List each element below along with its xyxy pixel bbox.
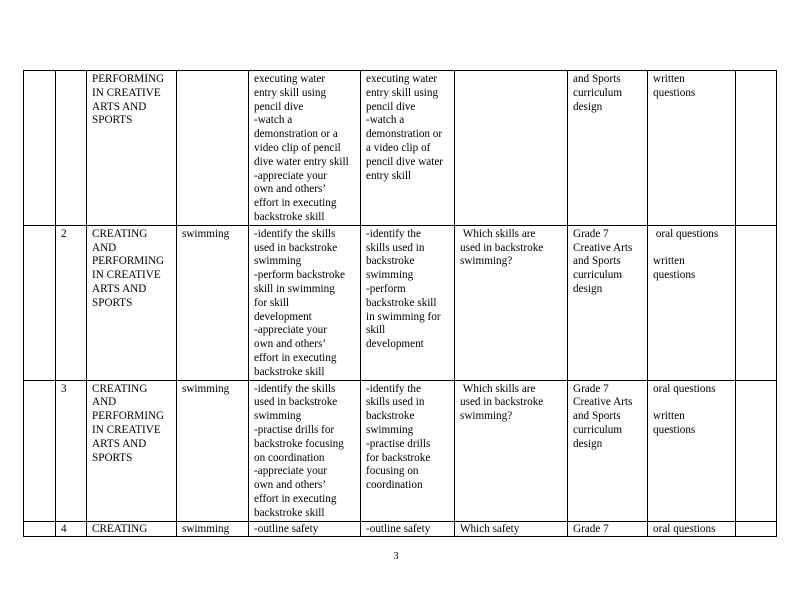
lesson-cell: 4 — [56, 521, 87, 537]
sub-strand-cell: swimming — [177, 521, 249, 537]
assessment-cell: oral questions written questions — [648, 380, 736, 521]
strand-cell: CREATING AND PERFORMING IN CREATIVE ARTS AND SPORTS — [87, 380, 177, 521]
inquiry-question-cell: Which skills are used in backstroke swimming? — [455, 380, 568, 521]
table-row — [24, 380, 777, 521]
sub-strand-cell — [177, 71, 249, 226]
lesson-cell — [56, 71, 87, 226]
table-row — [24, 225, 777, 380]
learning-outcomes-cell: -identify the skills used in backstroke swimming -practise drills for backstroke focusing on coordination -appreciate your own and others’ effort in executing backstroke skill — [249, 380, 361, 521]
remarks-cell — [736, 225, 777, 380]
lesson-cell: 3 — [56, 380, 87, 521]
remarks-cell — [736, 71, 777, 226]
learning-experiences-cell: -identify the skills used in backstroke swimming -practise drills for backstroke focusing on coordination — [361, 380, 455, 521]
learning-outcomes-cell: -identify the skills used in backstroke swimming -perform backstroke skill in swimming for skill development -appreciate your own and others’ effort in executing backstroke skill — [249, 225, 361, 380]
remarks-cell — [736, 521, 777, 537]
week-cell — [24, 521, 56, 537]
strand-cell: CREATING AND PERFORMING IN CREATIVE ARTS AND SPORTS — [87, 225, 177, 380]
week-cell — [24, 71, 56, 226]
assessment-cell: oral questions written questions — [648, 225, 736, 380]
table-row — [24, 71, 777, 226]
strand-cell: CREATING — [87, 521, 177, 537]
resources-cell: and Sports curriculum design — [568, 71, 648, 226]
learning-experiences-cell: executing water entry skill using pencil dive -watch a demonstration or a video clip of pencil dive water entry skill — [361, 71, 455, 226]
inquiry-question-cell: Which skills are used in backstroke swimming? — [455, 225, 568, 380]
page-number: 3 — [393, 551, 399, 562]
learning-experiences-cell: -outline safety — [361, 521, 455, 537]
strand-cell: PERFORMING IN CREATIVE ARTS AND SPORTS — [87, 71, 177, 226]
scheme-of-work-table — [23, 70, 777, 537]
resources-cell: Grade 7 — [568, 521, 648, 537]
resources-cell: Grade 7 Creative Arts and Sports curriculum design — [568, 225, 648, 380]
lesson-cell: 2 — [56, 225, 87, 380]
assessment-cell: written questions — [648, 71, 736, 226]
table-row — [24, 521, 777, 537]
week-cell — [24, 380, 56, 521]
remarks-cell — [736, 380, 777, 521]
learning-experiences-cell: -identify the skills used in backstroke swimming -perform backstroke skill in swimming for skill development — [361, 225, 455, 380]
learning-outcomes-cell: -outline safety — [249, 521, 361, 537]
inquiry-question-cell: Which safety — [455, 521, 568, 537]
resources-cell: Grade 7 Creative Arts and Sports curriculum design — [568, 380, 648, 521]
sub-strand-cell: swimming — [177, 380, 249, 521]
sub-strand-cell: swimming — [177, 225, 249, 380]
learning-outcomes-cell: executing water entry skill using pencil dive -watch a demonstration or a video clip of pencil dive water entry skill -appreciate your own and others’ effort in executing backstroke skill — [249, 71, 361, 226]
inquiry-question-cell — [455, 71, 568, 226]
assessment-cell: oral questions — [648, 521, 736, 537]
week-cell — [24, 225, 56, 380]
